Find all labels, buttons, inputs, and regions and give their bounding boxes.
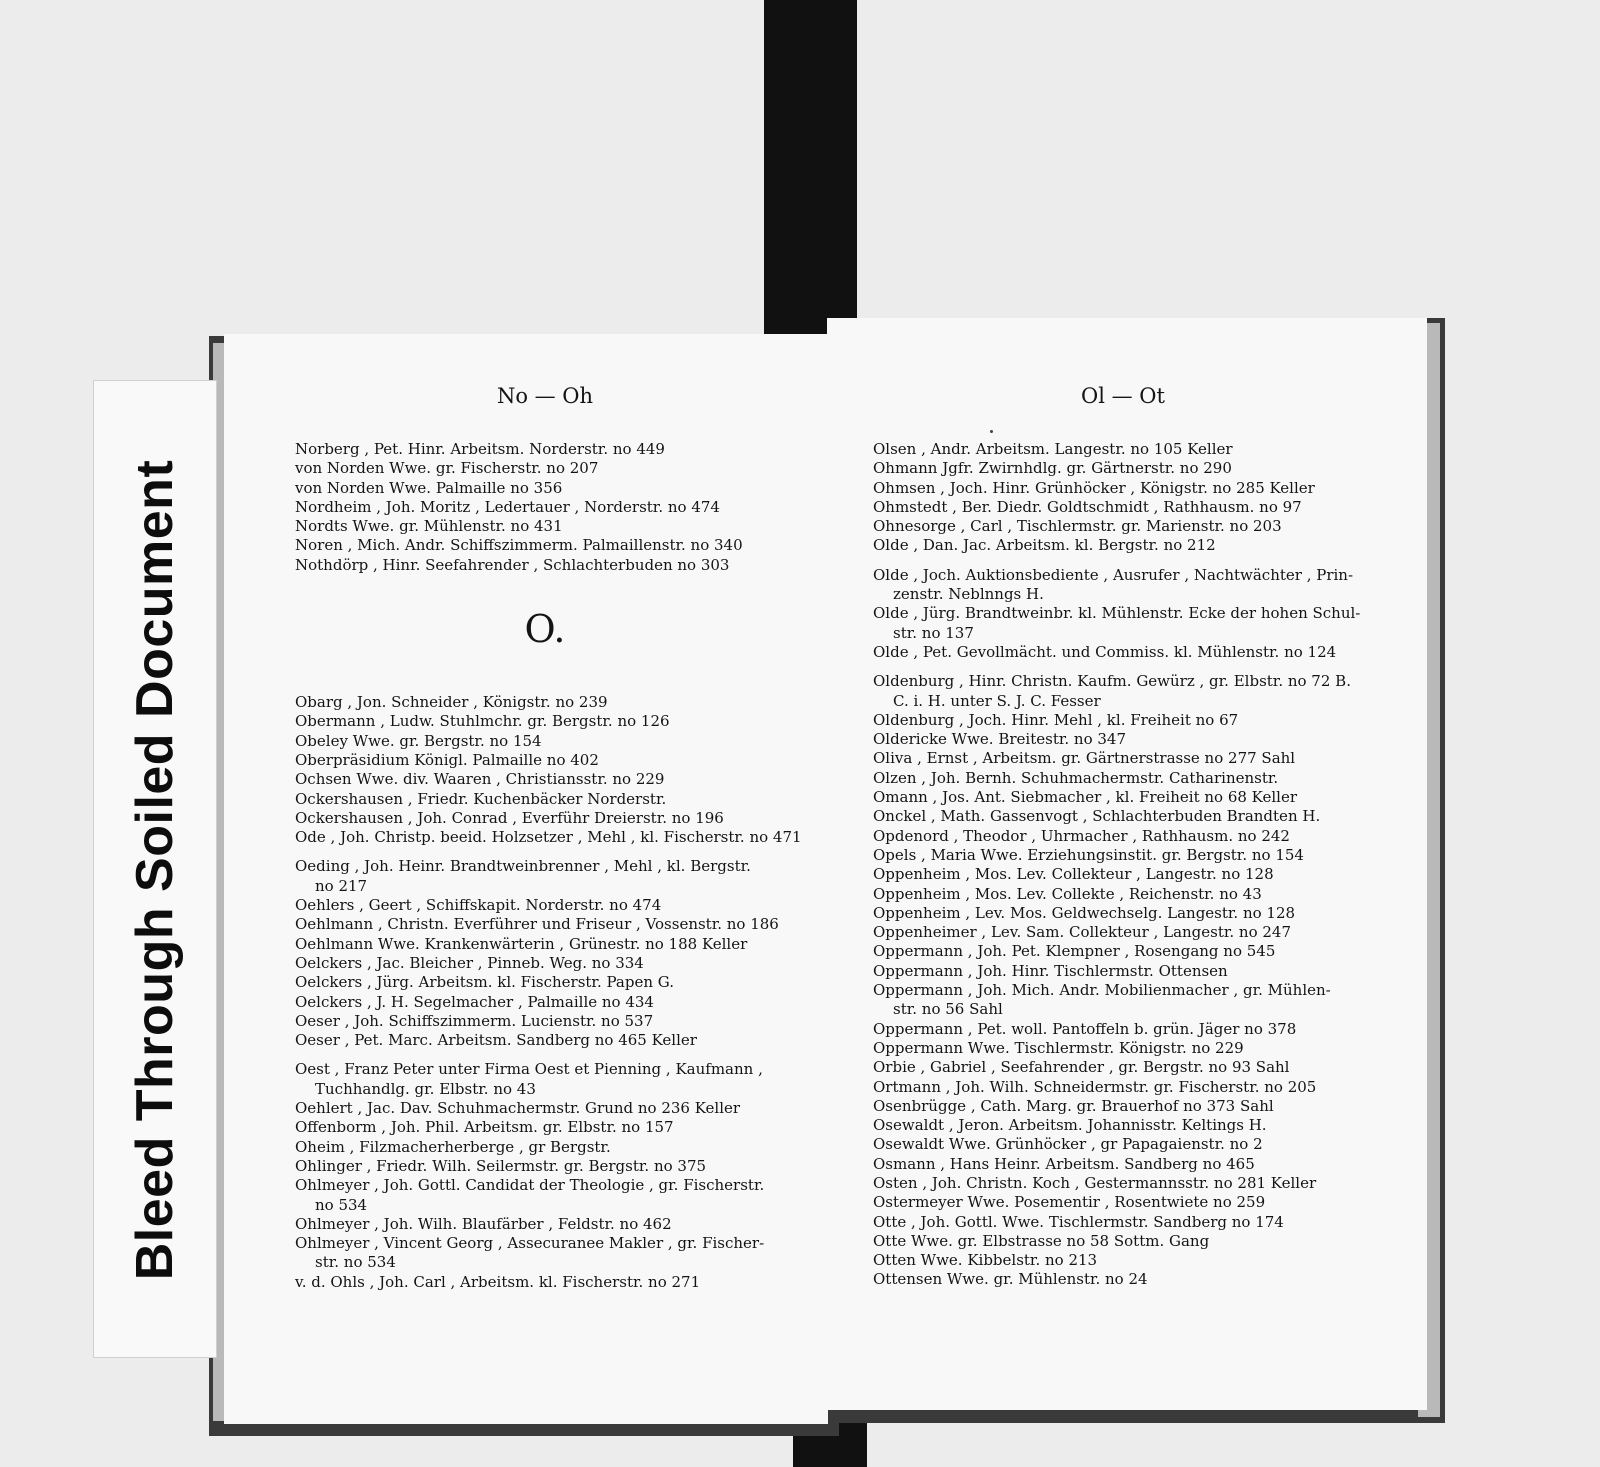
directory-entry: Onckel , Math. Gassenvogt , Schlachterbuden Brandten H.	[873, 807, 1321, 826]
directory-entry: Ockershausen , Joh. Conrad , Everführ Dreierstr. no 196	[295, 808, 724, 827]
directory-entry: Oeser , Joh. Schiffszimmerm. Lucienstr. no 537	[295, 1011, 654, 1030]
directory-entry: Opdenord , Theodor , Uhrmacher , Rathhausm. no 242	[873, 826, 1290, 845]
directory-entry: Ohlinger , Friedr. Wilh. Seilermstr. gr. Bergstr. no 375	[295, 1156, 707, 1175]
right-page-text	[873, 384, 1373, 1290]
speck-mark	[990, 430, 993, 433]
directory-entry: Olde , Dan. Jac. Arbeitsm. kl. Bergstr. no 212	[873, 536, 1216, 555]
directory-entry: Norberg , Pet. Hinr. Arbeitsm. Norderstr. no 449	[295, 440, 665, 458]
directory-entry: Oehlers , Geert , Schiffskapit. Norderstr. no 474	[295, 896, 662, 915]
directory-entry: no 534	[315, 1195, 368, 1214]
directory-entry: Ochsen Wwe. div. Waaren , Christiansstr. no 229	[295, 770, 665, 789]
directory-entry: C. i. H. unter S. J. C. Fesser	[893, 691, 1101, 710]
directory-entry: Oehlmann , Christn. Everführer und Friseur , Vossenstr. no 186	[295, 915, 779, 934]
directory-entry: Oppenheim , Lev. Mos. Geldwechselg. Langestr. no 128	[873, 903, 1296, 922]
directory-entry: str. no 534	[315, 1253, 396, 1272]
directory-entry: Osmann , Hans Heinr. Arbeitsm. Sandberg no 465	[873, 1154, 1255, 1173]
directory-entry: Tuchhandlg. gr. Elbstr. no 43	[315, 1079, 536, 1098]
directory-entry: Oest , Franz Peter unter Firma Oest et Pienning , Kaufmann ,	[295, 1060, 763, 1079]
directory-entry: Olzen , Joh. Bernh. Schuhmachermstr. Catharinenstr.	[873, 768, 1279, 787]
directory-entry: Ottensen Wwe. gr. Mühlenstr. no 24	[873, 1270, 1148, 1289]
directory-entry: Otte , Joh. Gottl. Wwe. Tischlermstr. Sandberg no 174	[873, 1212, 1284, 1231]
left-page-text	[295, 384, 802, 1292]
directory-entry: Osenbrügge , Cath. Marg. gr. Brauerhof no 373 Sahl	[873, 1096, 1274, 1115]
directory-entry: Oldenburg , Hinr. Christn. Kaufm. Gewürz , gr. Elbstr. no 72 B.	[873, 672, 1351, 691]
directory-entry: no 217	[315, 876, 368, 895]
right-page-header: Ol — Ot	[1081, 384, 1165, 408]
directory-entry: Ohmstedt , Ber. Diedr. Goldtschmidt , Rathhausm. no 97	[873, 497, 1302, 516]
directory-entry: Osten , Joh. Christn. Koch , Gestermannsstr. no 281 Keller	[873, 1173, 1317, 1192]
directory-entry: von Norden Wwe. Palmaille no 356	[295, 478, 563, 497]
directory-entry: Obeley Wwe. gr. Bergstr. no 154	[295, 731, 542, 750]
right-entries	[873, 440, 1373, 1290]
directory-entry: Oppermann Wwe. Tischlermstr. Königstr. no 229	[873, 1038, 1244, 1057]
directory-entry: Opels , Maria Wwe. Erziehungsinstit. gr. Bergstr. no 154	[873, 845, 1304, 864]
directory-entry: zenstr. Neblnngs H.	[893, 585, 1044, 604]
directory-entry: Nordts Wwe. gr. Mühlenstr. no 431	[295, 517, 563, 536]
directory-entry: Oppenheimer , Lev. Sam. Collekteur , Langestr. no 247	[873, 923, 1292, 942]
directory-entry: Noren , Mich. Andr. Schiffszimmerm. Palmaillenstr. no 340	[295, 536, 743, 555]
directory-entry: Ohmsen , Joch. Hinr. Grünhöcker , Königstr. no 285 Keller	[873, 478, 1315, 497]
directory-entry: Nordheim , Joh. Moritz , Ledertauer , Norderstr. no 474	[295, 497, 720, 516]
directory-entry: Oehlert , Jac. Dav. Schuhmachermstr. Grund no 236 Keller	[295, 1099, 741, 1118]
directory-entry: str. no 137	[893, 623, 974, 642]
directory-entry: Olde , Pet. Gevollmächt. und Commiss. kl. Mühlenstr. no 124	[873, 642, 1337, 661]
directory-entry: Offenborm , Joh. Phil. Arbeitsm. gr. Elbstr. no 157	[295, 1118, 674, 1137]
directory-entry: Osewaldt , Jeron. Arbeitsm. Johannisstr. Keltings H.	[873, 1116, 1267, 1135]
directory-entry: Oppenheim , Mos. Lev. Collekteur , Langestr. no 128	[873, 865, 1274, 884]
directory-entry: Orbie , Gabriel , Seefahrender , gr. Bergstr. no 93 Sahl	[873, 1058, 1290, 1077]
directory-entry: Oheim , Filzmacherherberge , gr Bergstr.	[295, 1137, 611, 1156]
directory-entry: Ostermeyer Wwe. Posementir , Rosentwiete no 259	[873, 1193, 1266, 1212]
directory-entry: Obarg , Jon. Schneider , Königstr. no 239	[295, 693, 608, 712]
top-strap	[764, 0, 857, 345]
directory-entry: Oldenburg , Joch. Hinr. Mehl , kl. Freiheit no 67	[873, 710, 1239, 729]
directory-entry: Oehlmann Wwe. Krankenwärterin , Grünestr. no 188 Keller	[295, 934, 748, 953]
directory-entry: Oelckers , Jürg. Arbeitsm. kl. Fischerstr. Papen G.	[295, 973, 674, 992]
directory-entry: Ockershausen , Friedr. Kuchenbäcker Norderstr.	[295, 789, 667, 808]
directory-entry: Olde , Jürg. Brandtweinbr. kl. Mühlenstr. Ecke der hohen Schul-	[873, 604, 1361, 623]
directory-entry: str. no 56 Sahl	[893, 1000, 1003, 1019]
tab-label: Bleed Through Soiled Document	[126, 459, 184, 1281]
directory-entry: Ortmann , Joh. Wilh. Schneidermstr. gr. Fischerstr. no 205	[873, 1077, 1317, 1096]
directory-entry: Ohmann Jgfr. Zwirnhdlg. gr. Gärtnerstr. no 290	[873, 459, 1232, 478]
directory-entry: Oppermann , Pet. woll. Pantoffeln b. grün. Jäger no 378	[873, 1019, 1297, 1038]
directory-entry: Olsen , Andr. Arbeitsm. Langestr. no 105 Keller	[873, 440, 1233, 458]
directory-entry: Oeser , Pet. Marc. Arbeitsm. Sandberg no 465 Keller	[295, 1031, 697, 1050]
directory-entry: von Norden Wwe. gr. Fischerstr. no 207	[295, 459, 599, 478]
directory-entry: Obermann , Ludw. Stuhlmchr. gr. Bergstr. no 126	[295, 712, 670, 731]
directory-entry: v. d. Ohls , Joh. Carl , Arbeitsm. kl. Fischerstr. no 271	[295, 1272, 701, 1291]
directory-entry: Oberpräsidium Königl. Palmaille no 402	[295, 750, 599, 769]
directory-entry: Oppermann , Joh. Pet. Klempner , Rosengang no 545	[873, 942, 1276, 961]
left-entries-before	[295, 440, 795, 575]
directory-entry: Oliva , Ernst , Arbeitsm. gr. Gärtnerstrasse no 277 Sahl	[873, 749, 1296, 768]
directory-entry: Oeding , Joh. Heinr. Brandtweinbrenner , Mehl , kl. Bergstr.	[295, 857, 751, 876]
directory-entry: Oppenheim , Mos. Lev. Collekte , Reichenstr. no 43	[873, 884, 1262, 903]
directory-entry: Olde , Joch. Auktionsbediente , Ausrufer , Nachtwächter , Prin-	[873, 565, 1354, 584]
directory-entry: Ohlmeyer , Joh. Wilh. Blaufärber , Feldstr. no 462	[295, 1214, 672, 1233]
directory-entry: Oelckers , Jac. Bleicher , Pinneb. Weg. no 334	[295, 953, 644, 972]
directory-entry: Oelckers , J. H. Segelmacher , Palmaille no 434	[295, 992, 654, 1011]
directory-entry: Oppermann , Joh. Hinr. Tischlermstr. Ottensen	[873, 961, 1228, 980]
section-letter: O.	[524, 607, 566, 652]
directory-entry: Ode , Joh. Christp. beeid. Holzsetzer , Mehl , kl. Fischerstr. no 471	[295, 828, 802, 847]
directory-entry: Ohlmeyer , Vincent Georg , Assecuranee Makler , gr. Fischer-	[295, 1234, 765, 1253]
directory-entry: Omann , Jos. Ant. Siebmacher , kl. Freiheit no 68 Keller	[873, 788, 1297, 807]
directory-entry: Ohlmeyer , Joh. Gottl. Candidat der Theologie , gr. Fischerstr.	[295, 1176, 765, 1195]
left-page-header: No — Oh	[496, 384, 594, 408]
directory-entry: Osewaldt Wwe. Grünhöcker , gr Papagaienstr. no 2	[873, 1135, 1263, 1154]
directory-entry: Oldericke Wwe. Breitestr. no 347	[873, 730, 1126, 749]
directory-entry: Nothdörp , Hinr. Seefahrender , Schlachterbuden no 303	[295, 555, 730, 574]
directory-entry: Ohnesorge , Carl , Tischlermstr. gr. Marienstr. no 203	[873, 517, 1282, 536]
directory-entry: Otten Wwe. Kibbelstr. no 213	[873, 1251, 1098, 1270]
directory-entry: Oppermann , Joh. Mich. Andr. Mobilienmacher , gr. Mühlen-	[873, 981, 1331, 1000]
directory-entry: Otte Wwe. gr. Elbstrasse no 58 Sottm. Gang	[873, 1231, 1210, 1250]
left-entries-after	[295, 693, 802, 1292]
